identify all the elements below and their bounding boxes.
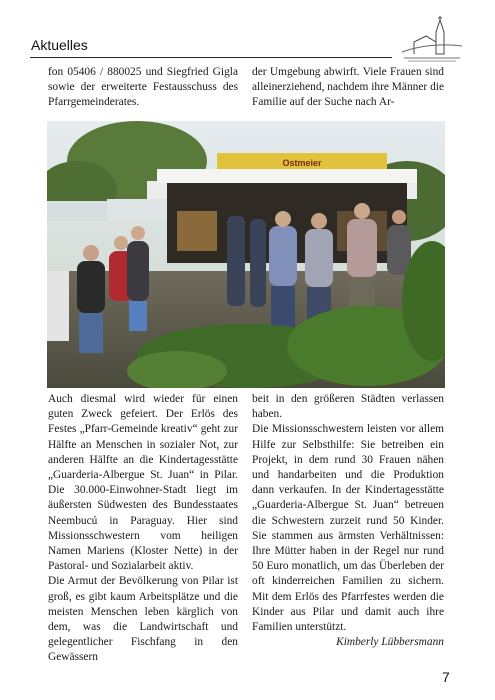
author-signature: Kimberly Lübbersmann [336,636,444,649]
paragraph: der Umgebung abwirft. Viele Frauen sind alleinerziehend, nachdem ihre Männer die Familie auf der Suche nach Ar- [252,66,444,109]
text-column-top-right [252,65,444,111]
paragraph: fon 05406 / 880025 und Siegfried Gigla sowie der erweiterte Festausschuss des Pfarrgemeinderates. [48,66,238,109]
text-column-bottom-left [48,392,238,666]
paragraph: beit in den größeren Städten verlassen haben. [252,393,444,421]
text-column-top-left [48,65,238,111]
section-title: Aktuelles [31,37,88,53]
church-logo-icon [400,16,464,64]
text-column-bottom-right [252,392,444,650]
paragraph: Auch diesmal wird wieder für einen guten Zweck gefeiert. Der Erlös des Festes „Pfarr-Gemeinde kreativ“ geht zur Hälfte an Menschen in sozialer Not, zur anderen Hälfte an die Kindertagesstätte „Guarderia-Albergue St. Juan“ in Pilar. Die 30.000-Einwohner-Stadt liegt im äußersten Südwesten des Bundesstaates Neembucú in Paraguay. Hier sind Missionsschwestern vom heiligen Namen Mariens (Kloster Nette) in der Pastoral- und Sozialarbeit aktiv. [48,393,238,573]
festival-photo [47,121,445,388]
paragraph: Die Armut der Bevölkerung von Pilar ist groß, es gibt kaum Arbeitsplätze und die meisten Menschen leben kärglich von dem, was die Landwirtschaft und gelegentlicher Fischfang in den Gewässern [48,575,238,664]
page-number: 7 [442,669,450,685]
stall-sign: Ostmeier [282,158,322,168]
paragraph: Die Missionsschwestern leisten vor allem Hilfe zur Selbsthilfe: Sie betreiben ein Projekt, in dem rund 30 Frauen nähen und handarbeiten und die Produktion dann verkaufen. In der Kindertagesstätte „Guarderia-Albergue St. Juan“ betreuen die Schwestern zurzeit rund 50 Kinder. Sie stammen aus ärmsten Verhältnissen: Ihre Mütter haben in der Regel nur rund 50 Euro monatlich, um das Überleben der oft kinderreichen Familien zu sichern. Mit dem Erlös des Pfarrfestes werden die Kinder aus Pilar und damit auch ihre Familien unterstützt. [252,423,444,634]
header-divider [30,57,392,58]
